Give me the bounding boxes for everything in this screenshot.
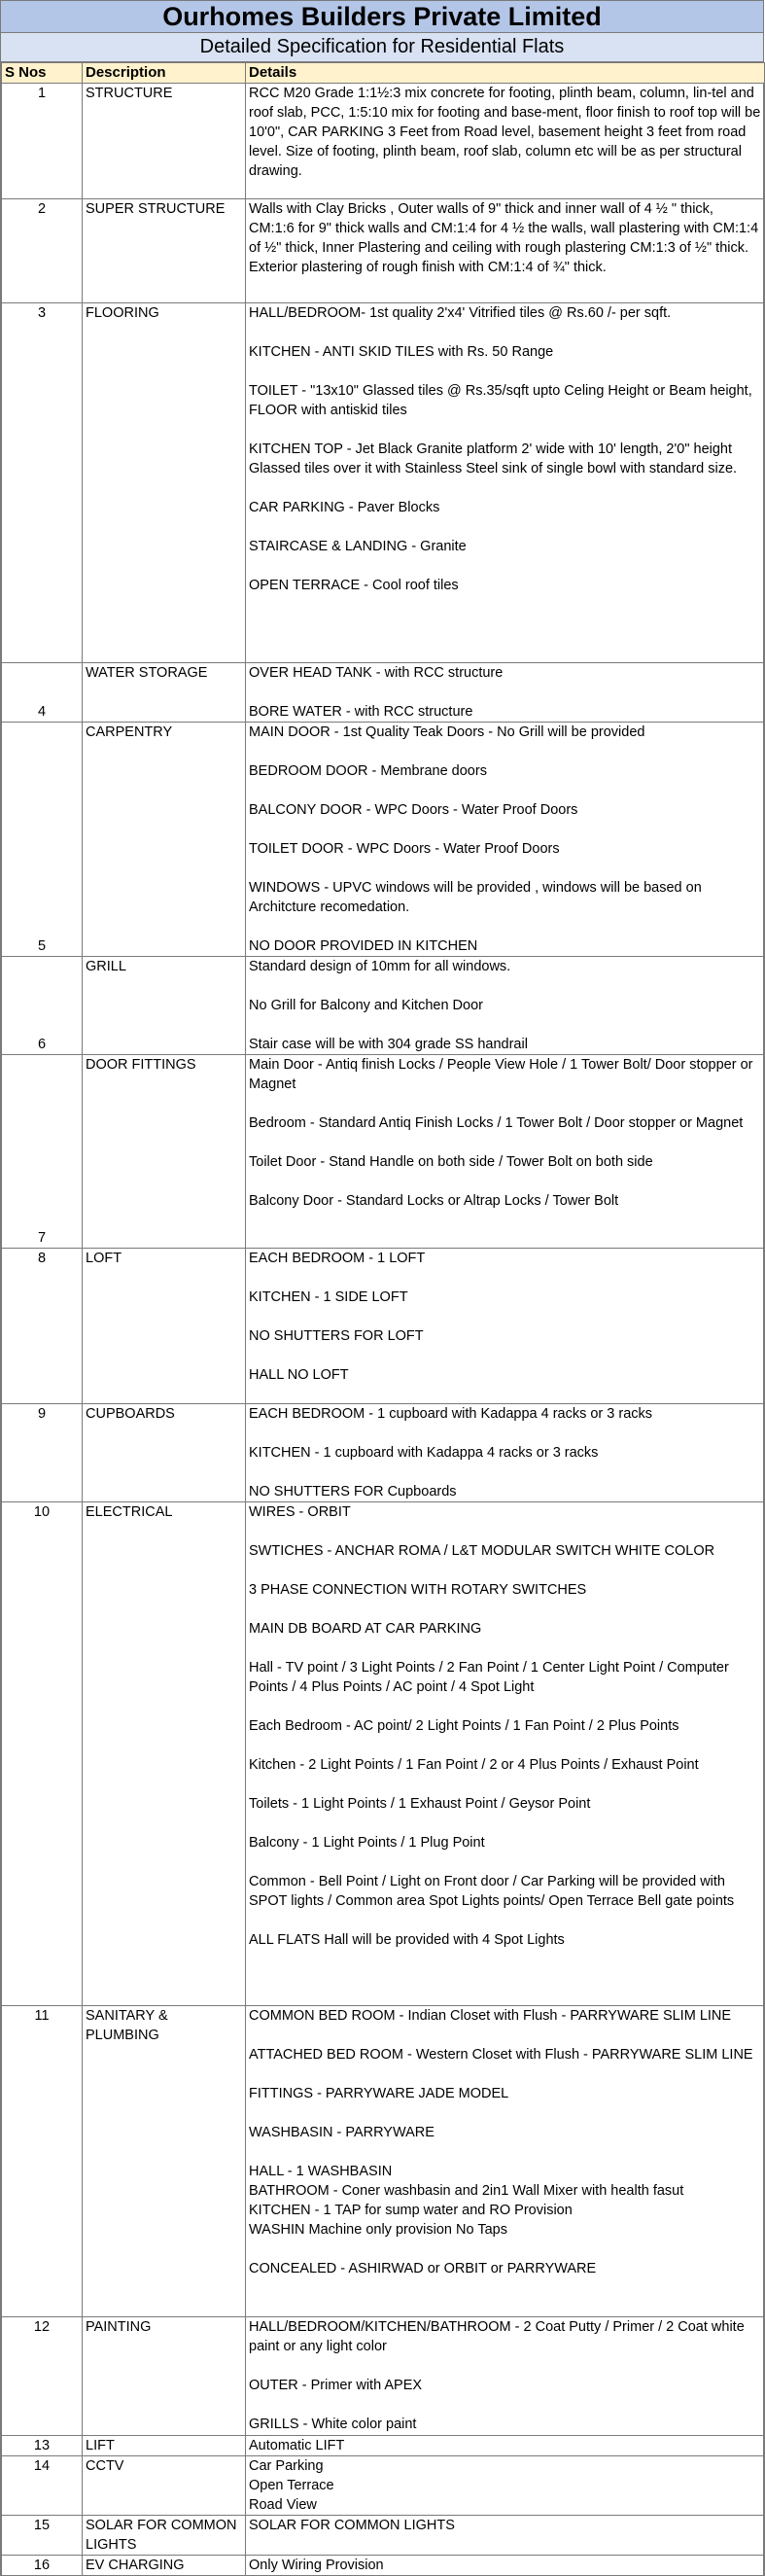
detail-line: Open Terrace [249, 2478, 334, 2493]
detail-paragraph [249, 1365, 761, 1385]
row-details [246, 2556, 765, 2576]
row-number: 6 [2, 957, 83, 1055]
row-details [246, 84, 765, 199]
detail-paragraph [249, 303, 761, 323]
detail-paragraph [249, 1404, 761, 1424]
detail-line: ALL FLATS Hall will be provided with 4 Spot Lights [249, 1932, 565, 1948]
row-number: 4 [2, 663, 83, 723]
detail-paragraph [249, 1113, 761, 1133]
spec-row [2, 663, 765, 723]
detail-paragraph [249, 1326, 761, 1346]
detail-line: HALL - 1 WASHBASIN [249, 2164, 393, 2179]
detail-line: Automatic LIFT [249, 2438, 345, 2453]
row-description: FLOORING [83, 303, 246, 663]
detail-line: Road View [249, 2497, 317, 2513]
column-header-description: Description [83, 63, 246, 84]
detail-paragraph [249, 1055, 761, 1094]
detail-paragraph [249, 761, 761, 781]
spec-row [2, 723, 765, 957]
row-number: 3 [2, 303, 83, 663]
row-number: 14 [2, 2456, 83, 2516]
detail-paragraph [249, 936, 761, 956]
row-description: GRILL [83, 957, 246, 1055]
detail-paragraph [249, 1833, 761, 1853]
detail-line: FITTINGS - PARRYWARE JADE MODEL [249, 2086, 509, 2101]
detail-paragraph [249, 839, 761, 859]
detail-line: HALL/BEDROOM/KITCHEN/BATHROOM - 2 Coat Putty / Primer / 2 Coat white paint or any light color [249, 2319, 745, 2354]
detail-paragraph [249, 2084, 761, 2103]
detail-line: TOILET DOOR - WPC Doors - Water Proof Doors [249, 841, 560, 857]
row-details [246, 2317, 765, 2436]
row-description: DOOR FITTINGS [83, 1055, 246, 1249]
detail-paragraph [249, 800, 761, 820]
spec-row [2, 303, 765, 663]
detail-paragraph [249, 2045, 761, 2064]
row-number: 9 [2, 1404, 83, 1502]
row-details [246, 1502, 765, 2006]
detail-line: Balcony Door - Standard Locks or Altrap Locks / Tower Bolt [249, 1193, 619, 1209]
detail-line: GRILLS - White color paint [249, 2417, 417, 2432]
document-subtitle: Detailed Specification for Residential Flats [1, 33, 763, 62]
row-number: 13 [2, 2436, 83, 2456]
detail-paragraph [249, 342, 761, 362]
detail-line: KITCHEN - 1 SIDE LOFT [249, 1289, 408, 1305]
detail-paragraph [249, 1288, 761, 1307]
spec-row [2, 1055, 765, 1249]
detail-paragraph [249, 2376, 761, 2395]
row-description: PAINTING [83, 2317, 246, 2436]
detail-line: BALCONY DOOR - WPC Doors - Water Proof Doors [249, 802, 578, 818]
detail-paragraph [249, 2317, 761, 2356]
detail-line: MAIN DB BOARD AT CAR PARKING [249, 1621, 482, 1637]
detail-line: RCC M20 Grade 1:1½:3 mix concrete for footing, plinth beam, column, lin-tel and roof slab, PCC, 1:5:10 mix for footing and base-ment, floor finish to roof top will be 10'0", CAR PARKING 3 Feet from Road level, basement height 3 feet from road level. Size of footing, plinth beam, roof slab, column etc will be as per structural drawing. [249, 86, 761, 179]
row-details [246, 303, 765, 663]
detail-line: EACH BEDROOM - 1 cupboard with Kadappa 4 racks or 3 racks [249, 1406, 653, 1422]
detail-line: MAIN DOOR - 1st Quality Teak Doors - No Grill will be provided [249, 724, 645, 740]
row-description: CARPENTRY [83, 723, 246, 957]
detail-paragraph [249, 663, 761, 683]
detail-line: WIRES - ORBIT [249, 1504, 351, 1520]
detail-line: KITCHEN TOP - Jet Black Granite platform 2' wide with 10' length, 2'0" height Glassed tiles over it with Stainless Steel sink of single bowl with standard size. [249, 441, 738, 476]
detail-line: NO DOOR PROVIDED IN KITCHEN [249, 938, 478, 954]
row-description: SANITARY & PLUMBING [83, 2006, 246, 2317]
detail-line: STAIRCASE & LANDING - Granite [249, 539, 467, 554]
row-description: EV CHARGING [83, 2556, 246, 2576]
detail-paragraph [249, 440, 761, 478]
row-description: WATER STORAGE [83, 663, 246, 723]
detail-line: KITCHEN - 1 cupboard with Kadappa 4 racks or 3 racks [249, 1445, 599, 1461]
detail-line: Only Wiring Provision [249, 2558, 384, 2573]
detail-line: Walls with Clay Bricks , Outer walls of 9" thick and inner wall of 4 ½ " thick, CM:1:6 for 9" thick walls and CM:1:4 for 4 ½ the walls, wall plastering with CM:1:4 of ½" thick, Inner Plastering and ceiling with rough plastering CM:1:3 of ½" thick. Exterior plastering of rough finish with CM:1:4 of ¾" thick. [249, 201, 759, 275]
detail-line: NO SHUTTERS FOR LOFT [249, 1328, 424, 1344]
spec-row [2, 2556, 765, 2576]
detail-line: ATTACHED BED ROOM - Western Closet with Flush - PARRYWARE SLIM LINE [249, 2047, 753, 2063]
detail-line: Common - Bell Point / Light on Front door / Car Parking will be provided with SPOT lights / Common area Spot Lights points/ Open Terrace Bell gate points [249, 1874, 735, 1909]
table-header-row [2, 63, 765, 84]
row-description: CUPBOARDS [83, 1404, 246, 1502]
detail-line: Stair case will be with 304 grade SS handrail [249, 1037, 528, 1052]
detail-line: Kitchen - 2 Light Points / 1 Fan Point / 2 or 4 Plus Points / Exhaust Point [249, 1757, 699, 1773]
spec-row [2, 1404, 765, 1502]
detail-paragraph [249, 2123, 761, 2142]
spec-row [2, 199, 765, 303]
detail-paragraph [249, 1755, 761, 1775]
row-description: LIFT [83, 2436, 246, 2456]
row-number: 10 [2, 1502, 83, 2006]
detail-line: Toilets - 1 Light Points / 1 Exhaust Point / Geysor Point [249, 1796, 591, 1812]
row-number: 11 [2, 2006, 83, 2317]
detail-paragraph [249, 1152, 761, 1172]
detail-line: OUTER - Primer with APEX [249, 2378, 423, 2393]
row-description: CCTV [83, 2456, 246, 2516]
detail-paragraph [249, 1541, 761, 1561]
detail-paragraph [249, 2516, 761, 2535]
detail-paragraph [249, 84, 761, 181]
detail-paragraph [249, 1580, 761, 1600]
detail-line: TOILET - "13x10" Glassed tiles @ Rs.35/sqft upto Celing Height or Beam height, FLOOR with antiskid tiles [249, 383, 752, 418]
detail-line: WINDOWS - UPVC windows will be provided , windows will be based on Architcture recomedation. [249, 880, 702, 915]
detail-line: BEDROOM DOOR - Membrane doors [249, 763, 487, 779]
specification-table [1, 62, 765, 2576]
detail-paragraph [249, 199, 761, 277]
detail-line: Toilet Door - Stand Handle on both side / Tower Bolt on both side [249, 1154, 653, 1170]
detail-line: KITCHEN - 1 TAP for sump water and RO Provision [249, 2203, 573, 2218]
row-number: 5 [2, 723, 83, 957]
company-title: Ourhomes Builders Private Limited [1, 0, 763, 33]
detail-paragraph [249, 1191, 761, 1211]
detail-line: No Grill for Balcony and Kitchen Door [249, 998, 483, 1013]
detail-paragraph [249, 702, 761, 722]
detail-line: HALL/BEDROOM- 1st quality 2'x4' Vitrified tiles @ Rs.60 /- per sqft. [249, 305, 672, 321]
detail-paragraph [249, 1035, 761, 1054]
spec-row [2, 1502, 765, 2006]
row-number: 7 [2, 1055, 83, 1249]
column-header-details: Details [246, 63, 765, 84]
detail-paragraph [249, 1482, 761, 1501]
row-number: 15 [2, 2516, 83, 2556]
spec-row [2, 2516, 765, 2556]
detail-line: Each Bedroom - AC point/ 2 Light Points / 1 Fan Point / 2 Plus Points [249, 1718, 679, 1734]
detail-line: COMMON BED ROOM - Indian Closet with Flush - PARRYWARE SLIM LINE [249, 2008, 732, 2024]
detail-paragraph [249, 1716, 761, 1736]
detail-line: NO SHUTTERS FOR Cupboards [249, 1484, 457, 1500]
row-number: 16 [2, 2556, 83, 2576]
spec-row [2, 1249, 765, 1404]
detail-line: KITCHEN - ANTI SKID TILES with Rs. 50 Range [249, 344, 554, 360]
detail-paragraph [249, 1872, 761, 1911]
detail-paragraph [249, 1443, 761, 1463]
detail-line: EACH BEDROOM - 1 LOFT [249, 1251, 426, 1266]
row-details [246, 2436, 765, 2456]
detail-paragraph [249, 498, 761, 517]
row-description: SUPER STRUCTURE [83, 199, 246, 303]
row-details [246, 663, 765, 723]
detail-paragraph [249, 1794, 761, 1814]
row-details [246, 957, 765, 1055]
detail-line: Hall - TV point / 3 Light Points / 2 Fan Point / 1 Center Light Point / Computer Points / 4 Plus Points / AC point / 4 Spot Light [249, 1660, 729, 1695]
detail-paragraph [249, 957, 761, 976]
detail-line: CAR PARKING - Paver Blocks [249, 500, 440, 515]
detail-paragraph [249, 1619, 761, 1639]
detail-paragraph [249, 1502, 761, 1522]
row-number: 2 [2, 199, 83, 303]
spec-row [2, 2456, 765, 2516]
row-number: 1 [2, 84, 83, 199]
detail-paragraph [249, 2006, 761, 2026]
detail-paragraph [249, 2162, 761, 2240]
row-details [246, 1249, 765, 1404]
row-details [246, 1404, 765, 1502]
detail-line: Balcony - 1 Light Points / 1 Plug Point [249, 1835, 485, 1851]
detail-paragraph [249, 2456, 761, 2515]
row-details [246, 2006, 765, 2317]
detail-line: Standard design of 10mm for all windows. [249, 959, 511, 974]
detail-line: BORE WATER - with RCC structure [249, 704, 473, 720]
detail-line: WASHBASIN - PARRYWARE [249, 2125, 435, 2140]
detail-line: HALL NO LOFT [249, 1367, 349, 1383]
detail-line: OPEN TERRACE - Cool roof tiles [249, 578, 459, 593]
row-details [246, 2516, 765, 2556]
detail-paragraph [249, 2556, 761, 2575]
detail-paragraph [249, 2259, 761, 2278]
detail-line: SWTICHES - ANCHAR ROMA / L&T MODULAR SWITCH WHITE COLOR [249, 1543, 715, 1559]
detail-line: Car Parking [249, 2458, 324, 2474]
row-number: 8 [2, 1249, 83, 1404]
row-description: LOFT [83, 1249, 246, 1404]
detail-line: 3 PHASE CONNECTION WITH ROTARY SWITCHES [249, 1582, 587, 1598]
detail-paragraph [249, 1249, 761, 1268]
row-details [246, 2456, 765, 2516]
row-details [246, 723, 765, 957]
detail-paragraph [249, 1658, 761, 1697]
detail-paragraph [249, 996, 761, 1015]
spec-row [2, 957, 765, 1055]
detail-line: CONCEALED - ASHIRWAD or ORBIT or PARRYWARE [249, 2261, 597, 2276]
detail-paragraph [249, 1930, 761, 1950]
detail-paragraph [249, 381, 761, 420]
row-details [246, 1055, 765, 1249]
row-details [246, 199, 765, 303]
detail-paragraph [249, 2415, 761, 2434]
detail-line: Main Door - Antiq finish Locks / People View Hole / 1 Tower Bolt/ Door stopper or Magnet [249, 1057, 753, 1092]
detail-line: WASHIN Machine only provision No Taps [249, 2222, 507, 2238]
detail-paragraph [249, 537, 761, 556]
row-description: ELECTRICAL [83, 1502, 246, 2006]
spec-row [2, 2006, 765, 2317]
spec-row [2, 2436, 765, 2456]
detail-line: OVER HEAD TANK - with RCC structure [249, 665, 504, 681]
detail-line: Bedroom - Standard Antiq Finish Locks / 1 Tower Bolt / Door stopper or Magnet [249, 1115, 744, 1131]
detail-line: BATHROOM - Coner washbasin and 2in1 Wall Mixer with health fasut [249, 2183, 684, 2199]
detail-line: SOLAR FOR COMMON LIGHTS [249, 2518, 455, 2533]
detail-paragraph [249, 723, 761, 742]
detail-paragraph [249, 576, 761, 595]
detail-paragraph [249, 2436, 761, 2455]
table-body [2, 84, 765, 2576]
detail-paragraph [249, 878, 761, 917]
spec-row [2, 84, 765, 199]
row-description: SOLAR FOR COMMON LIGHTS [83, 2516, 246, 2556]
column-header-sno: S Nos [2, 63, 83, 84]
row-number: 12 [2, 2317, 83, 2436]
row-description: STRUCTURE [83, 84, 246, 199]
spec-row [2, 2317, 765, 2436]
